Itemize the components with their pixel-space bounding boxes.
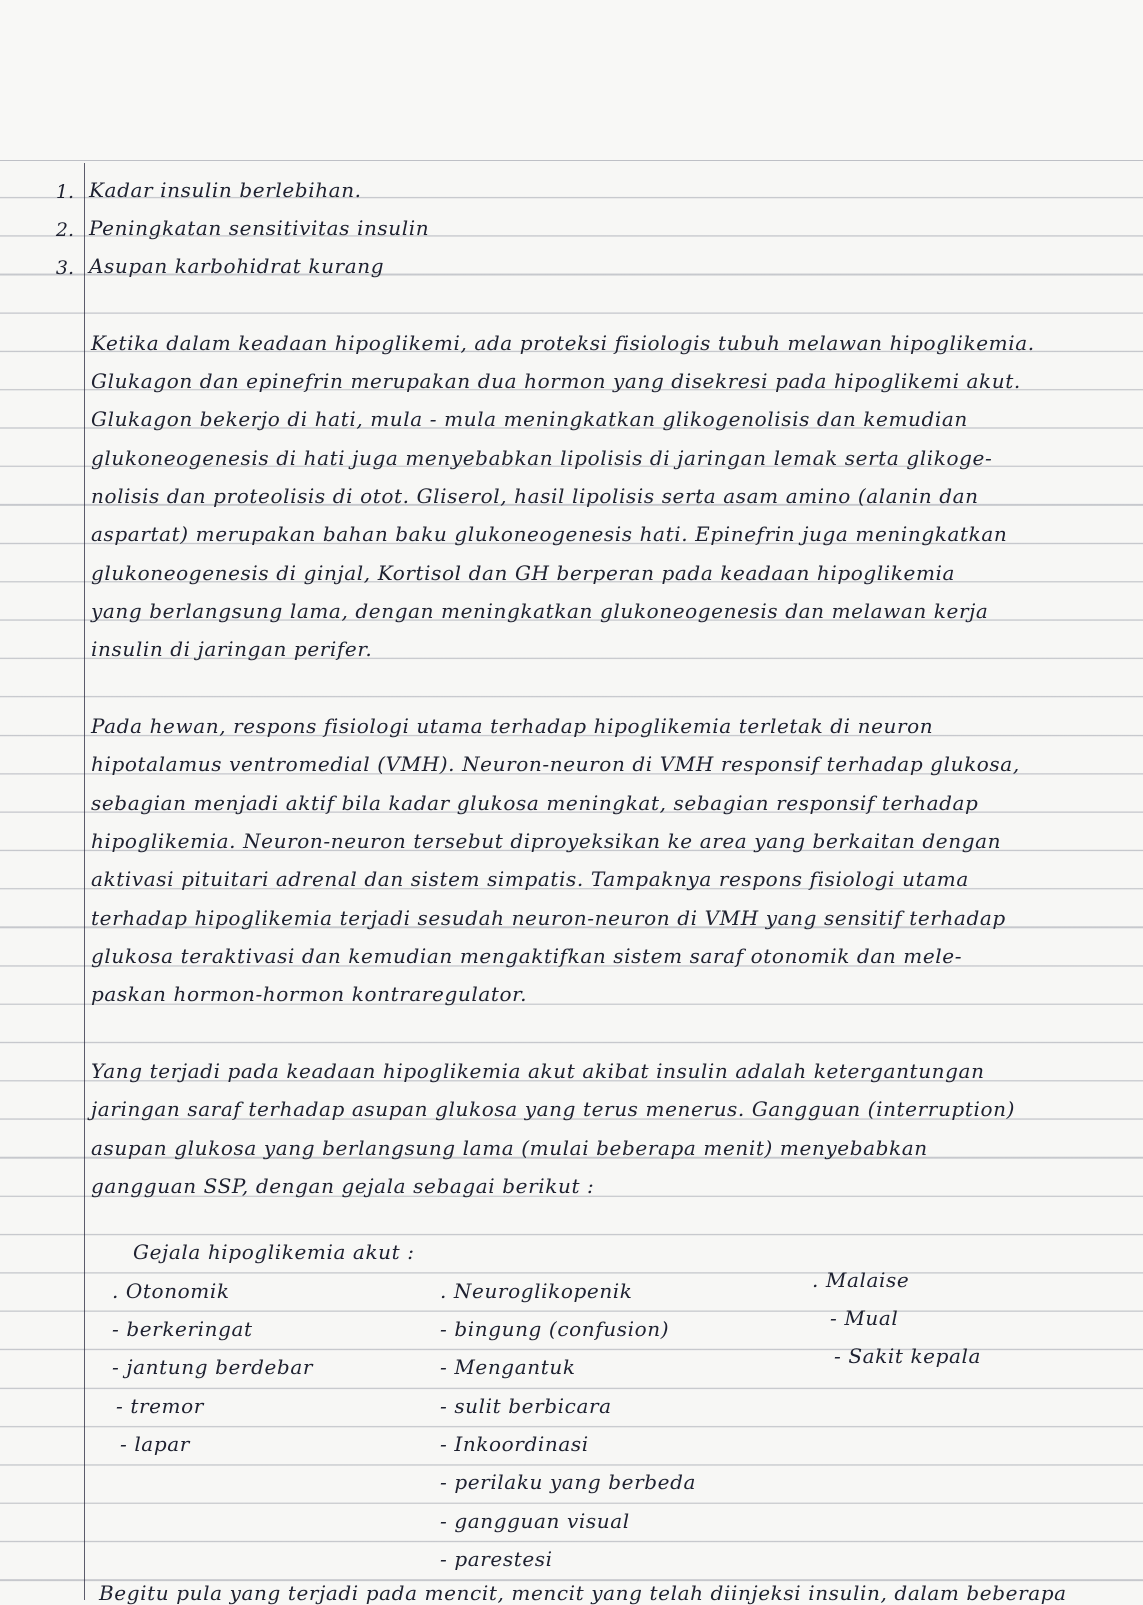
cause-item: Peningkatan sensitivitas insulin <box>89 216 430 240</box>
cause-number: 3. <box>55 257 74 279</box>
text-line: Pada hewan, respons fisiologi utama terhadap hipoglikemia terletak di neuron <box>91 714 934 738</box>
text-line: aktivasi pituitari adrenal dan sistem simpatis. Tampaknya respons fisiologi utama <box>91 867 969 891</box>
symptom-item: - parestesi <box>440 1547 553 1571</box>
cause-item: Asupan karbohidrat kurang <box>89 254 385 278</box>
symptom-item: - Inkoordinasi <box>440 1432 589 1456</box>
text-line: glukoneogenesis di ginjal, Kortisol dan GH berperan pada keadaan hipoglikemia <box>91 561 956 585</box>
text-line-continued: Begitu pula yang terjadi pada mencit, mencit yang telah diinjeksi insulin, dalam beberapa <box>99 1581 1067 1605</box>
symptoms-heading: Gejala hipoglikemia akut : <box>133 1240 415 1264</box>
text-line: Glukagon bekerjo di hati, mula - mula meningkatkan glikogenolisis dan kemudian <box>91 407 968 431</box>
margin-line <box>84 163 85 1600</box>
text-line: Ketika dalam keadaan hipoglikemi, ada proteksi fisiologis tubuh melawan hipoglikemia. <box>91 331 1035 355</box>
text-line: jaringan saraf terhadap asupan glukosa yang terus menerus. Gangguan (interruption) <box>91 1097 1015 1121</box>
text-line: glukoneogenesis di hati juga menyebabkan lipolisis di jaringan lemak serta glikoge- <box>91 446 993 470</box>
text-line: gangguan SSP, dengan gejala sebagai berikut : <box>91 1174 595 1198</box>
symptom-item: - Mengantuk <box>440 1355 576 1379</box>
cause-number: 1. <box>55 181 74 203</box>
text-line: paskan hormon-hormon kontraregulator. <box>91 982 528 1006</box>
text-line: sebagian menjadi aktif bila kadar glukosa meningkat, sebagian responsif terhadap <box>91 791 979 815</box>
symptom-item: - lapar <box>120 1432 190 1456</box>
symptom-item: - sulit berbicara <box>440 1394 612 1418</box>
text-line: glukosa teraktivasi dan kemudian mengaktifkan sistem saraf otonomik dan mele- <box>91 944 963 968</box>
symptom-item: - Mual <box>830 1306 899 1330</box>
symptom-item: . Malaise <box>812 1268 910 1292</box>
symptom-item: - jantung berdebar <box>112 1355 314 1379</box>
symptom-item: - bingung (confusion) <box>440 1317 670 1341</box>
symptom-item: - berkeringat <box>112 1317 253 1341</box>
text-line: Glukagon dan epinefrin merupakan dua hormon yang disekresi pada hipoglikemi akut. <box>91 369 1021 393</box>
text-line: hipotalamus ventromedial (VMH). Neuron-neuron di VMH responsif terhadap glukosa, <box>91 752 1020 776</box>
text-line: insulin di jaringan perifer. <box>91 637 373 661</box>
symptom-item: - perilaku yang berbeda <box>440 1470 697 1494</box>
text-line: aspartat) merupakan bahan baku glukoneogenesis hati. Epinefrin juga meningkatkan <box>91 522 1008 546</box>
symptom-item: . Otonomik <box>112 1279 230 1303</box>
symptom-item: - gangguan visual <box>440 1509 630 1533</box>
cause-item: Kadar insulin berlebihan. <box>89 178 362 202</box>
page-top-margin <box>0 0 1143 161</box>
text-line: asupan glukosa yang berlangsung lama (mulai beberapa menit) menyebabkan <box>91 1136 928 1160</box>
cause-number: 2. <box>55 219 74 241</box>
symptom-item: - tremor <box>116 1394 204 1418</box>
symptom-item: - Sakit kepala <box>834 1344 982 1368</box>
text-line: terhadap hipoglikemia terjadi sesudah neuron-neuron di VMH yang sensitif terhadap <box>91 906 1006 930</box>
text-line: nolisis dan proteolisis di otot. Gliserol, hasil lipolisis serta asam amino (alanin dan <box>91 484 979 508</box>
text-line: hipoglikemia. Neuron-neuron tersebut diproyeksikan ke area yang berkaitan dengan <box>91 829 1002 853</box>
text-line: yang berlangsung lama, dengan meningkatkan glukoneogenesis dan melawan kerja <box>91 599 989 623</box>
symptom-item: . Neuroglikopenik <box>440 1279 633 1303</box>
text-line: Yang terjadi pada keadaan hipoglikemia akut akibat insulin adalah ketergantungan <box>91 1059 985 1083</box>
